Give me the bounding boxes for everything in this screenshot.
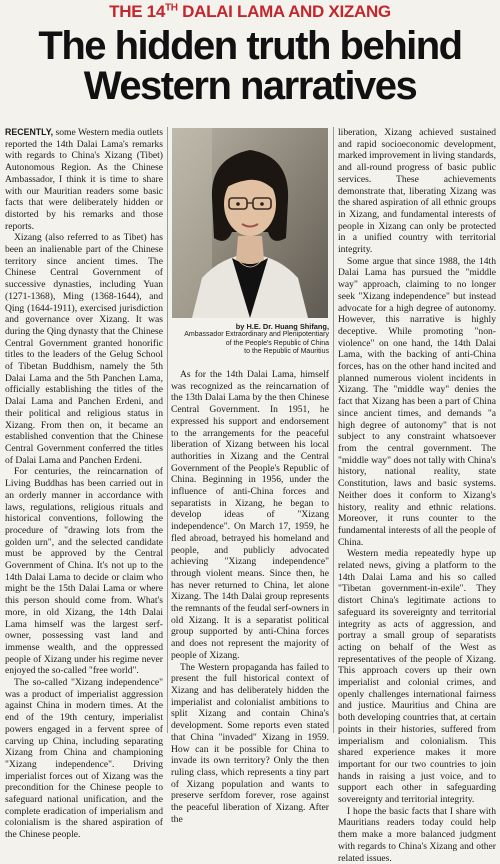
article-paragraph	[5, 127, 163, 232]
paragraph-text: some Western media outlets reported the 14th Dalai Lama's remarks with regards to China's Xizang (Tibet) Autonomous Region. As the Chinese Ambassador, I think it is time to share with our Mauritian readers some basic facts that were deliberately hidden or distorted by his remarks and those reports.	[5, 127, 163, 232]
article-paragraph	[171, 662, 329, 826]
headline	[10, 26, 490, 106]
lead-word: RECENTLY,	[5, 127, 54, 137]
article-column-2	[171, 369, 329, 825]
paragraph-text: For centuries, the reincarnation of Living Buddhas has been carried out in an orderly manner in accordance with laws, regulations, religious rituals and historical conventions, following the procedure of "drawing lots from the golden urn", and the selected candidate must be approved by the Central Government of China. It's not up to the 14th Dalai Lama to decide or claim who might be the 15th Dalai Lama or where this person should come from. What's more, in old Xizang, the 14th Dalai Lama himself was the largest serf-owner, possessing vast land and immense wealth, and the oppressed people of Xizang under his regime never enjoyed the so-called "free world".	[5, 466, 163, 677]
article-paragraph	[5, 677, 163, 841]
article-paragraph	[338, 127, 496, 256]
article-paragraph	[338, 806, 496, 864]
caption-line-2: of the People's Republic of China	[225, 339, 329, 347]
caption-line-1: Ambassador Extraordinary and Plenipotentiary	[184, 331, 329, 339]
kicker: THE 14TH DALAI LAMA AND XIZANG	[109, 2, 391, 21]
photo-caption	[171, 323, 329, 357]
ambassador-photo	[172, 128, 328, 318]
paragraph-text: The Western propaganda has failed to present the full historical context of Xizang and has deliberately hidden the imperialist and colonialist ambitions to split Xizang and contain China's development. Some reports even stated that China "invaded" Xizang in 1959. How can it be possible for China to invade its own territory? Only the then ruling class, which represents a tiny part of Xizang population and wants to preserve serfdom forever, rose against the peaceful liberation of Xizang. After the	[171, 661, 329, 825]
paragraph-text: Xizang (also referred to as Tibet) has been an inalienable part of the Chinese territory since ancient times. The Chinese Central Government of successive dynasties, including Yuan (1271-1368), Ming (1368-1644), and Qing (1644-1911), exercised jurisdiction and governance over Xizang. It was during the Qing dynasty that the Chinese Central Government granted honorific titles to the leaders of the Gelug School of Tibetan Buddhism, namely the 5th Dalai Lama and the 5th Panchen Lama, officially establishing the titles of the Dalai Lama and Panchen Erdeni, and their political and religious status in Xizang. From then on, it became an established convention that the Chinese Central Government conferred the titles of Dalai Lama and Panchen Erdeni.	[5, 232, 163, 466]
article-paragraph	[171, 369, 329, 662]
paragraph-text: Some argue that since 1988, the 14th Dalai Lama has pursued the "middle way" approach, claiming to no longer seek "Xizang independence" but instead advocate for a high degree of autonomy. However, this narrative is highly deceptive. While promoting "non-violence" on one hand, the 14th Dalai Lama, with the backing of anti-China forces, has on the other hand incited and planned numerous violent incidents in Xizang. The "middle way" denies the fact that Xizang has been a part of China since ancient times, and demands "a high degree of autonomy" that is not subject to any constraint whatsoever from the central government. The "middle way" does not tally with China's history, national reality, state Constitution, laws and basic systems. Neither does it conform to Xizang's history, reality and ethnic relations. Moreover, it runs counter to the fundamental interests of all the people of China.	[338, 255, 496, 548]
paragraph-text: As for the 14th Dalai Lama, himself was recognized as the reincarnation of the 13th Dalai Lama by the then Chinese Central Government. In 1951, he expressed his support and endorsement to the arrangements for the peaceful liberation of Xizang between his local authorities in Xizang and the Central Government of the People's Republic of China. Beginning in 1956, under the influence of anti-China forces and separatists in Xizang, he began to develop ideas of "Xizang independence". On March 17, 1959, he fled abroad, betrayed his homeland and people, and publicly advocated achieving "Xizang independence" through violent means. Since then, he has never returned to China, let alone Xizang. The 14th Dalai group represents the remnants of the feudal serf-owners in old Xizang. It is a separatist political group supported by anti-China forces and does not represent the majority of people of Xizang.	[171, 369, 329, 661]
column-divider-1	[167, 127, 168, 733]
paragraph-text: liberation, Xizang achieved sustained and rapid socioeconomic development, marked improvement in living standards, and all-round progress of basic public services. These achievements demonstrate that, liberating Xizang was the shared aspiration of all ethnic groups in Xizang, and fundamental interests of people in Xizang can only be protected in a unified country with territorial integrity.	[338, 127, 496, 256]
caption-line-3: to the Republic of Mauritius	[244, 348, 329, 356]
article-column-3	[338, 127, 496, 864]
paragraph-text: Western media repeatedly hype up related news, giving a platform to the 14th Dalai Lama and his so called "Tibetan government-in-exile". They distort China's legitimate actions to safeguard its sovereignty and territorial integrity as acts of aggression, and portray a small group of separatists acting on behalf of the West as representatives of the people of Xizang. This approach covers up their own imperialist and colonial crimes, and openly challenges international fairness and justice. Mauritius and China are both developing countries that, at certain points in their histories, suffered from imperialism and colonialism. This shared experience makes it more important for our two countries to join hands in raising a just voice, and to support each other in safeguarding sovereignty and territorial integrity.	[338, 548, 496, 806]
column-divider-2	[333, 127, 334, 733]
headline-line-2: Western narratives	[83, 64, 417, 108]
article-paragraph	[5, 232, 163, 466]
paragraph-text: The so-called "Xizang independence" was a product of imperialist aggression against China in modern times. At the end of the 19th century, imperialist powers engaged in a fervent spree of carving up China, including separating Xizang from China and championing "Xizang independence". Driving imperialist forces out of Xizang was the precondition for the Chinese people to safeguard national unification, and the complete eradication of imperialism and colonialism is the shared aspiration of the Chinese people.	[5, 677, 163, 841]
headline-line-1: The hidden truth behind	[38, 24, 462, 68]
portrait-illustration	[172, 128, 328, 318]
article-column-1	[5, 127, 163, 841]
caption-byline: by H.E. Dr. Huang Shifang,	[235, 322, 329, 331]
article-paragraph	[338, 548, 496, 805]
article-paragraph	[338, 256, 496, 549]
paragraph-text: I hope the basic facts that I share with Mauritians readers today could help them make a more balanced judgment with regards to China's Xizang and other related issues.	[338, 805, 496, 864]
article-paragraph	[5, 466, 163, 677]
